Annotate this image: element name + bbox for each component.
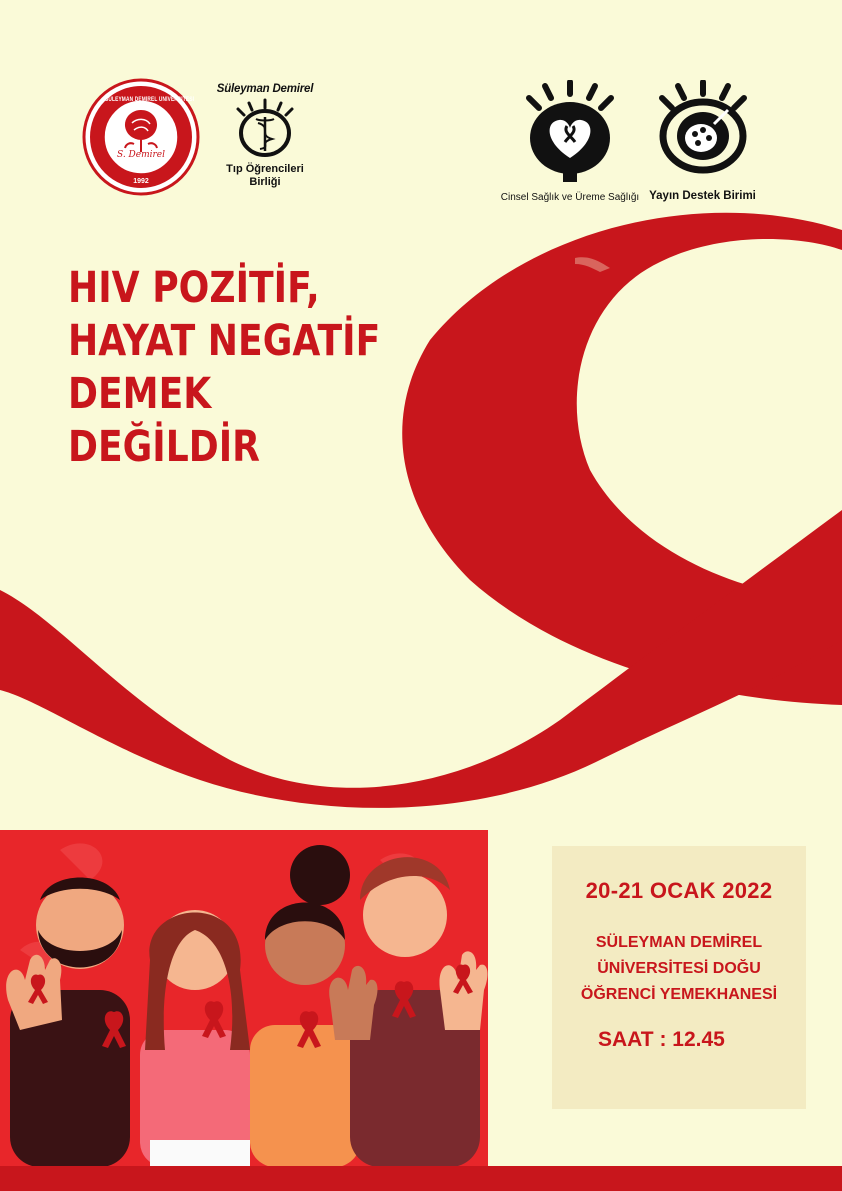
event-venue [552, 930, 806, 1008]
yayin-destek-logo [640, 80, 765, 210]
heart-ribbon-eye-icon [515, 80, 625, 185]
tip-label-line1: Tıp Öğrencileri [226, 163, 304, 175]
university-logo [82, 78, 200, 196]
headline-line1: HIV POZİTİF, [68, 263, 320, 313]
event-venue-line1: SÜLEYMAN DEMİREL [595, 934, 763, 951]
tip-ogrencileri-logo [215, 83, 315, 203]
cinsel-saglik-logo [495, 80, 645, 210]
headline-line4: DEĞİLDİR [68, 422, 261, 472]
tip-label-line2: Birliği [249, 176, 281, 188]
university-year: 1992 [133, 178, 149, 185]
palette-eye-icon [648, 80, 758, 180]
yayin-label: Yayın Destek Birimi [649, 190, 756, 202]
caduceus-eye-icon [230, 97, 300, 161]
cinsel-label: Cinsel Sağlık ve Üreme Sağlığı [500, 192, 640, 203]
event-time: SAAT : 12.45 [598, 1028, 725, 1051]
event-date: 20-21 OCAK 2022 [585, 878, 773, 903]
tip-label [215, 163, 315, 189]
headline-line2: HAYAT NEGATİF [68, 316, 381, 366]
event-venue-line3: ÖĞRENCİ YEMEKHANESİ [580, 986, 778, 1003]
headline [68, 262, 381, 474]
university-signature: S. Demirel [116, 150, 166, 160]
tip-curved-text: Süleyman Demirel [216, 83, 314, 95]
headline-line3: DEMEK [68, 369, 212, 419]
event-venue-line2: ÜNİVERSİTESİ DOĞU [597, 960, 761, 977]
university-ring-text: SÜLEYMAN DEMİREL ÜNİVERSİTESİ [105, 97, 195, 103]
bottom-bar [0, 1166, 842, 1191]
event-info-box [552, 846, 806, 1109]
people-illustration [0, 830, 488, 1167]
